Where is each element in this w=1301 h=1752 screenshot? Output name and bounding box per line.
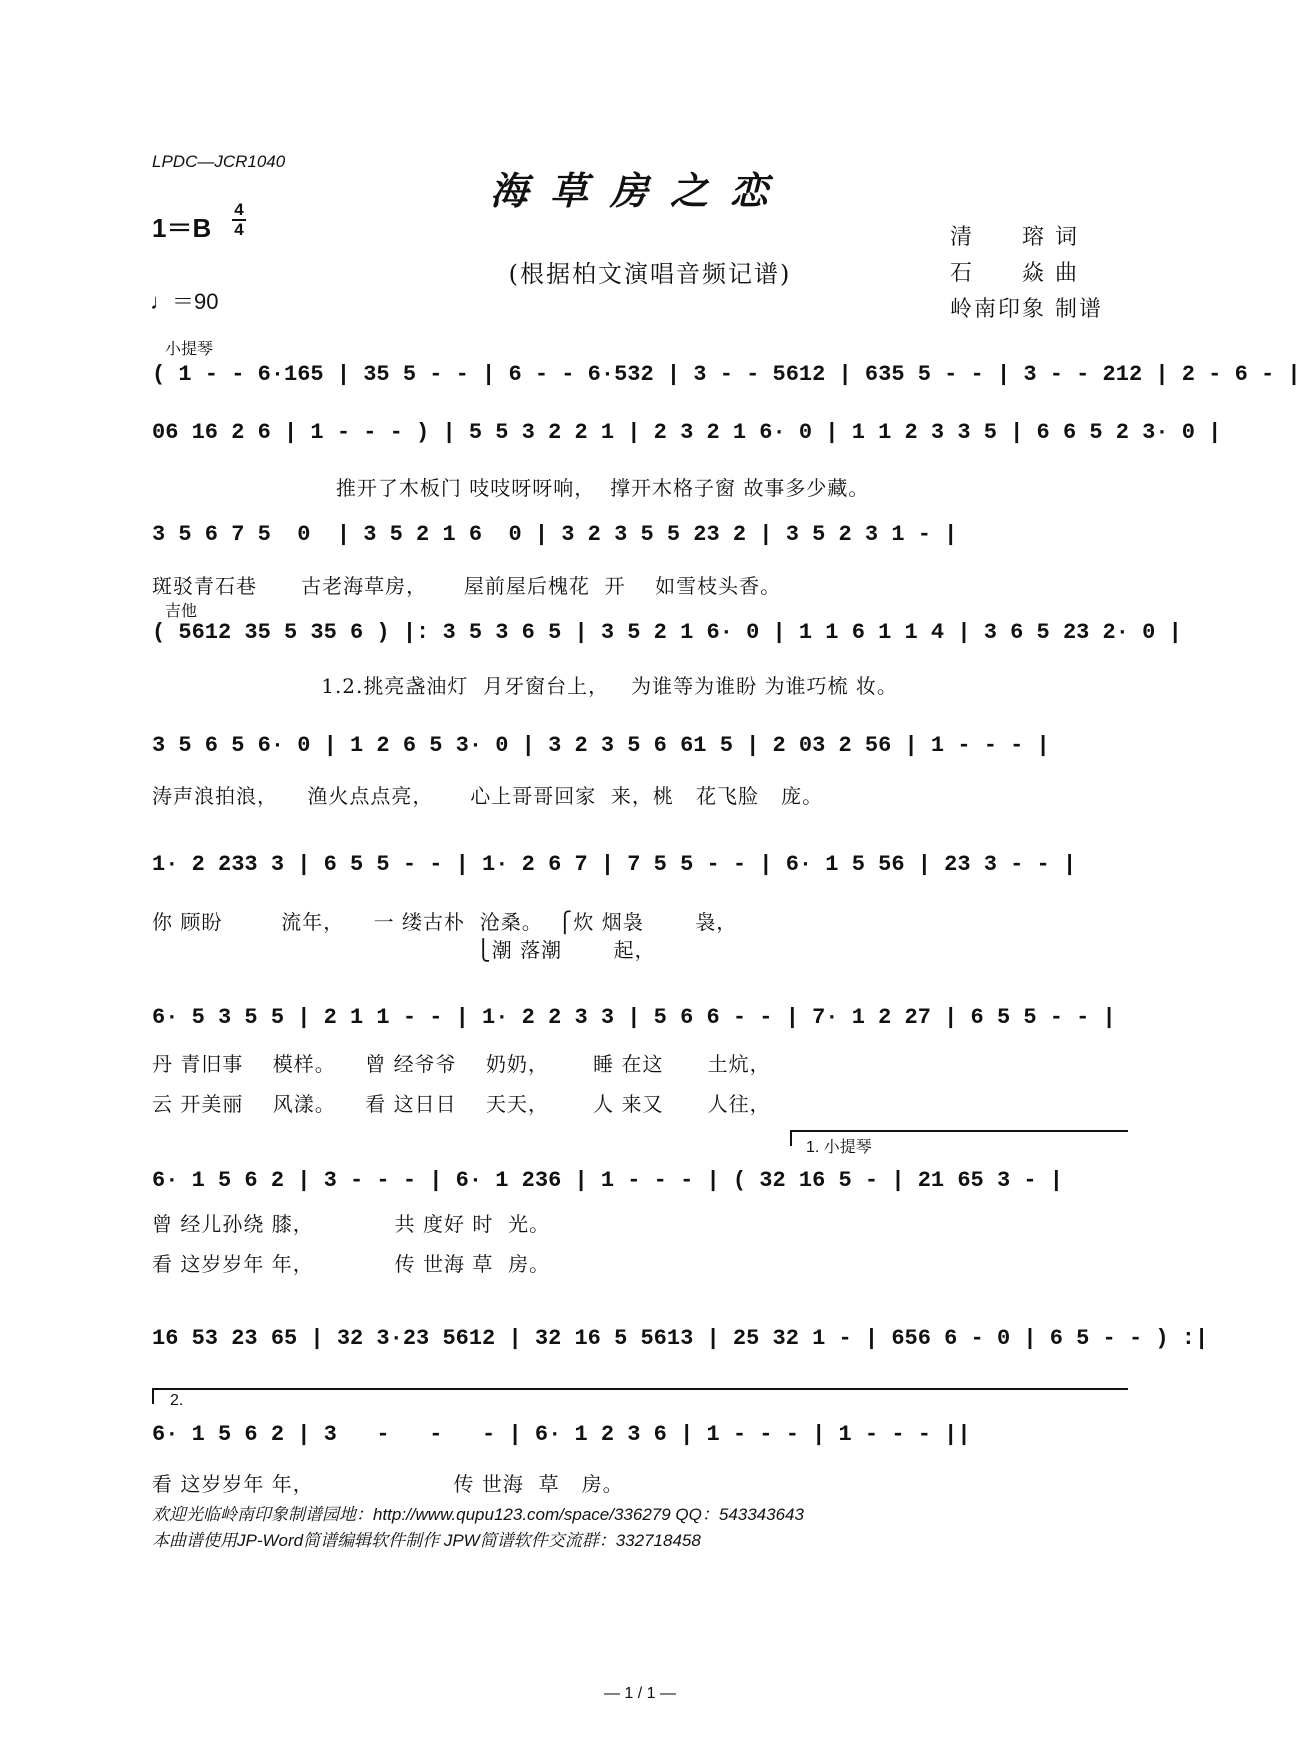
lyric-row-2: 推开了木板门 吱吱呀呀响， 撑开木格子窗 故事多少藏。: [152, 476, 870, 500]
time-sig-bottom: 4: [234, 220, 244, 239]
song-subtitle: (根据柏文演唱音频记谱): [508, 260, 792, 288]
volta-1-label: 1. 小提琴: [806, 1139, 872, 1156]
lyricist: 清 瑢 词: [950, 225, 1079, 250]
lyric-row-7a: 丹 青旧事 模样。 曾 经爷爷 奶奶， 睡 在这 土炕，: [152, 1052, 771, 1076]
lyric-row-8a: 曾 经儿孙绕 膝， 共 度好 时 光。: [152, 1212, 551, 1236]
lyric-row-7b: 云 开美丽 风漾。 看 这日日 天天， 人 来又 人往，: [152, 1092, 771, 1116]
footer-website: 欢迎光临岭南印象制谱园地：http://www.qupu123.com/space/336279 QQ：543343643: [152, 1505, 804, 1524]
credits: [950, 220, 1103, 328]
notation-row-6: 1· 2 233 3 | 6 5 5 - - | 1· 2 6 7 | 7 5 5 - - | 6· 1 5 56 | 23 3 - - |: [152, 852, 1077, 877]
notation-row-8: 6· 1 5 6 2 | 3 - - - | 6· 1 236 | 1 - - - | ( 32 16 5 - | 21 65 3 - |: [152, 1168, 1063, 1193]
lyric-row-4: 1.2.挑亮盏油灯 月牙窗台上， 为谁等为谁盼 为谁巧梳 妆。: [152, 674, 898, 698]
footer-software: 本曲谱使用JP-Word简谱编辑软件制作 JPW简谱软件交流群：332718458: [152, 1531, 701, 1550]
notation-row-9: 16 53 23 65 | 32 3·23 5612 | 32 16 5 5613 | 25 32 1 - | 656 6 - 0 | 6 5 - - ) :|: [152, 1326, 1209, 1351]
guitar-label: 吉他: [165, 603, 198, 620]
notation-row-7: 6· 5 3 5 5 | 2 1 1 - - | 1· 2 2 3 3 | 5 6 6 - - | 7· 1 2 27 | 6 5 5 - - |: [152, 1005, 1116, 1030]
lyric-row-6b: ⎩潮 落潮 起，: [152, 938, 656, 962]
volta-2-label: 2.: [170, 1392, 184, 1409]
notation-row-1: ( 1 - - 6·165 | 35 5 - - | 6 - - 6·532 | 3 - - 5612 | 635 5 - - | 3 - - 212 | 2 - 6 - |: [152, 362, 1301, 387]
volta-2-bracket: [152, 1388, 1128, 1404]
lyric-row-3: 斑驳青石巷 古老海草房， 屋前屋后槐花 开 如雪枝头香。: [152, 574, 782, 598]
tempo-marking: ♩＝90: [150, 289, 219, 314]
notation-row-5: 3 5 6 5 6· 0 | 1 2 6 5 3· 0 | 3 2 3 5 6 61 5 | 2 03 2 56 | 1 - - - |: [152, 733, 1050, 758]
lyric-row-5: 涛声浪拍浪， 渔火点点亮， 心上哥哥回家 来，桃 花飞脸 庞。: [152, 784, 824, 808]
page-number: — 1 / 1 —: [603, 1685, 677, 1702]
lyric-row-6a: 你 顾盼 流年， 一 缕古朴 沧桑。 ⎧炊 烟袅 袅，: [152, 910, 738, 934]
arranger: 岭南印象 制谱: [950, 297, 1103, 322]
violin-label: 小提琴: [165, 341, 214, 358]
song-title: 海草房之恋: [489, 168, 790, 213]
notation-row-4: ( 5612 35 5 35 6 ) |: 3 5 3 6 5 | 3 5 2 1 6· 0 | 1 1 6 1 1 4 | 3 6 5 23 2· 0 |: [152, 620, 1182, 645]
lyric-row-8b: 看 这岁岁年 年， 传 世海 草 房。: [152, 1252, 551, 1276]
composer: 石 焱 曲: [950, 261, 1079, 286]
footer: [152, 1502, 804, 1554]
time-signature: [232, 202, 246, 238]
notation-row-2: 06 16 2 6 | 1 - - - ) | 5 5 3 2 2 1 | 2 3 2 1 6· 0 | 1 1 2 3 3 5 | 6 6 5 2 3· 0 |: [152, 420, 1222, 445]
notation-row-10: 6· 1 5 6 2 | 3 - - - | 6· 1 2 3 6 | 1 - - - | 1 - - - ||: [152, 1422, 971, 1447]
time-sig-top: 4: [234, 200, 244, 219]
notation-row-3: 3 5 6 7 5 0 | 3 5 2 1 6 0 | 3 2 3 5 5 23 2 | 3 5 2 3 1 - |: [152, 522, 958, 547]
lyric-row-10: 看 这岁岁年 年， 传 世海 草 房。: [152, 1472, 624, 1496]
key-signature: 1＝B: [152, 213, 212, 243]
score-code: LPDC—JCR1040: [152, 152, 286, 171]
